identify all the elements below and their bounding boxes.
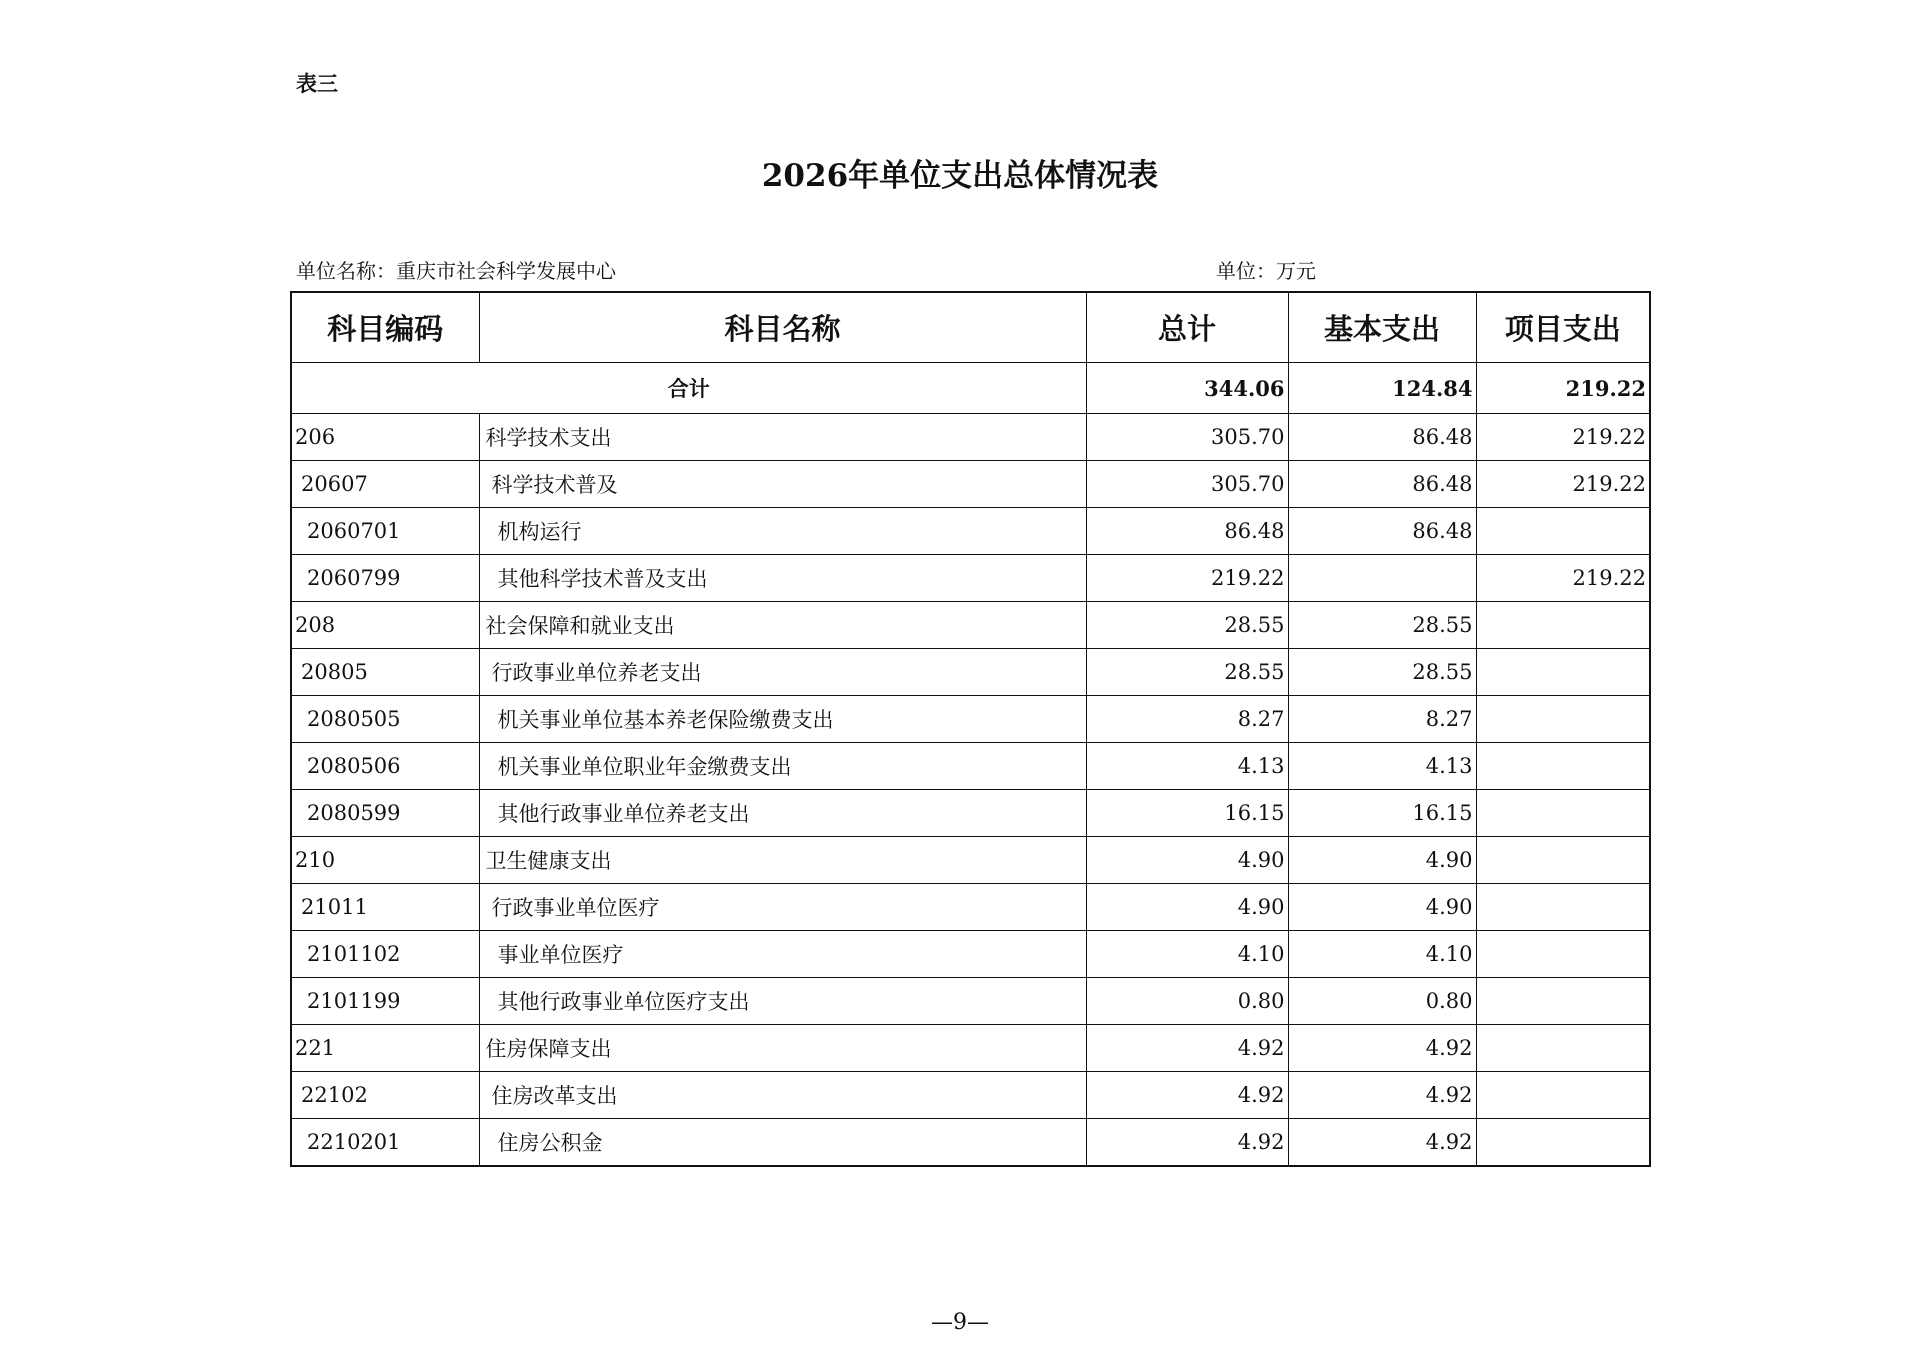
total-cell: 305.70 <box>1086 461 1288 508</box>
page-number: —9— <box>931 1310 989 1335</box>
project-cell <box>1476 602 1650 649</box>
total-row <box>291 363 1650 414</box>
code-cell: 2060799 <box>291 555 479 602</box>
table-row <box>291 1119 1650 1167</box>
document-title: 2026年单位支出总体情况表 <box>761 158 1159 194</box>
total-cell: 4.90 <box>1086 884 1288 931</box>
name-cell: 住房公积金 <box>479 1119 1086 1167</box>
total-cell: 86.48 <box>1086 508 1288 555</box>
code-cell: 206 <box>291 414 479 461</box>
project-cell <box>1476 1119 1650 1167</box>
project-cell <box>1476 649 1650 696</box>
code-cell: 2060701 <box>291 508 479 555</box>
table-row <box>291 508 1650 555</box>
total-total: 344.06 <box>1086 363 1288 414</box>
name-cell: 其他行政事业单位医疗支出 <box>479 978 1086 1025</box>
code-cell: 2101102 <box>291 931 479 978</box>
total-cell: 16.15 <box>1086 790 1288 837</box>
code-cell: 20805 <box>291 649 479 696</box>
code-cell: 22102 <box>291 1072 479 1119</box>
total-cell: 8.27 <box>1086 696 1288 743</box>
header-project: 项目支出 <box>1476 292 1650 363</box>
project-cell <box>1476 508 1650 555</box>
total-project: 219.22 <box>1476 363 1650 414</box>
project-cell <box>1476 978 1650 1025</box>
table-row <box>291 1025 1650 1072</box>
table-row <box>291 414 1650 461</box>
name-cell: 卫生健康支出 <box>479 837 1086 884</box>
total-cell: 4.92 <box>1086 1119 1288 1167</box>
name-cell: 其他科学技术普及支出 <box>479 555 1086 602</box>
project-cell: 219.22 <box>1476 414 1650 461</box>
total-cell: 4.92 <box>1086 1025 1288 1072</box>
total-cell: 4.10 <box>1086 931 1288 978</box>
name-cell: 事业单位医疗 <box>479 931 1086 978</box>
code-cell: 2080599 <box>291 790 479 837</box>
table-row <box>291 884 1650 931</box>
basic-cell: 4.90 <box>1288 884 1476 931</box>
total-label: 合计 <box>291 363 1086 414</box>
header-code: 科目编码 <box>291 292 479 363</box>
table-row <box>291 696 1650 743</box>
unit-name: 单位名称：重庆市社会科学发展中心 <box>296 259 616 283</box>
name-cell: 机关事业单位职业年金缴费支出 <box>479 743 1086 790</box>
name-cell: 住房保障支出 <box>479 1025 1086 1072</box>
project-cell <box>1476 790 1650 837</box>
total-cell: 219.22 <box>1086 555 1288 602</box>
basic-cell: 28.55 <box>1288 649 1476 696</box>
name-cell: 机关事业单位基本养老保险缴费支出 <box>479 696 1086 743</box>
code-cell: 221 <box>291 1025 479 1072</box>
basic-cell: 86.48 <box>1288 508 1476 555</box>
total-cell: 305.70 <box>1086 414 1288 461</box>
project-cell <box>1476 1025 1650 1072</box>
basic-cell: 28.55 <box>1288 602 1476 649</box>
table-row <box>291 931 1650 978</box>
total-cell: 4.13 <box>1086 743 1288 790</box>
header-row <box>291 292 1650 363</box>
project-cell <box>1476 696 1650 743</box>
code-cell: 20607 <box>291 461 479 508</box>
basic-cell: 4.92 <box>1288 1072 1476 1119</box>
basic-cell: 16.15 <box>1288 790 1476 837</box>
name-cell: 行政事业单位养老支出 <box>479 649 1086 696</box>
project-cell <box>1476 1072 1650 1119</box>
project-cell: 219.22 <box>1476 461 1650 508</box>
expenditure-table <box>290 291 1651 1167</box>
name-cell: 社会保障和就业支出 <box>479 602 1086 649</box>
basic-cell: 4.13 <box>1288 743 1476 790</box>
basic-cell <box>1288 555 1476 602</box>
name-cell: 住房改革支出 <box>479 1072 1086 1119</box>
code-cell: 21011 <box>291 884 479 931</box>
total-cell: 28.55 <box>1086 649 1288 696</box>
name-cell: 其他行政事业单位养老支出 <box>479 790 1086 837</box>
code-cell: 2080506 <box>291 743 479 790</box>
basic-cell: 4.92 <box>1288 1119 1476 1167</box>
basic-cell: 4.92 <box>1288 1025 1476 1072</box>
total-cell: 4.92 <box>1086 1072 1288 1119</box>
project-cell <box>1476 931 1650 978</box>
name-cell: 行政事业单位医疗 <box>479 884 1086 931</box>
header-name: 科目名称 <box>479 292 1086 363</box>
header-basic: 基本支出 <box>1288 292 1476 363</box>
basic-cell: 0.80 <box>1288 978 1476 1025</box>
table-label: 表三 <box>296 72 338 96</box>
table-row <box>291 743 1650 790</box>
total-cell: 0.80 <box>1086 978 1288 1025</box>
code-cell: 210 <box>291 837 479 884</box>
basic-cell: 86.48 <box>1288 414 1476 461</box>
basic-cell: 4.10 <box>1288 931 1476 978</box>
table-row <box>291 1072 1650 1119</box>
table-row <box>291 461 1650 508</box>
total-basic: 124.84 <box>1288 363 1476 414</box>
project-cell <box>1476 837 1650 884</box>
basic-cell: 8.27 <box>1288 696 1476 743</box>
name-cell: 科学技术支出 <box>479 414 1086 461</box>
name-cell: 机构运行 <box>479 508 1086 555</box>
name-cell: 科学技术普及 <box>479 461 1086 508</box>
project-cell <box>1476 743 1650 790</box>
currency-unit: 单位：万元 <box>1216 259 1316 283</box>
project-cell <box>1476 884 1650 931</box>
code-cell: 2101199 <box>291 978 479 1025</box>
table-row <box>291 602 1650 649</box>
table-row <box>291 790 1650 837</box>
project-cell: 219.22 <box>1476 555 1650 602</box>
header-total: 总计 <box>1086 292 1288 363</box>
code-cell: 2210201 <box>291 1119 479 1167</box>
table-row <box>291 649 1650 696</box>
table-row <box>291 978 1650 1025</box>
basic-cell: 86.48 <box>1288 461 1476 508</box>
total-cell: 28.55 <box>1086 602 1288 649</box>
basic-cell: 4.90 <box>1288 837 1476 884</box>
code-cell: 208 <box>291 602 479 649</box>
table-row <box>291 555 1650 602</box>
total-cell: 4.90 <box>1086 837 1288 884</box>
table-row <box>291 837 1650 884</box>
code-cell: 2080505 <box>291 696 479 743</box>
